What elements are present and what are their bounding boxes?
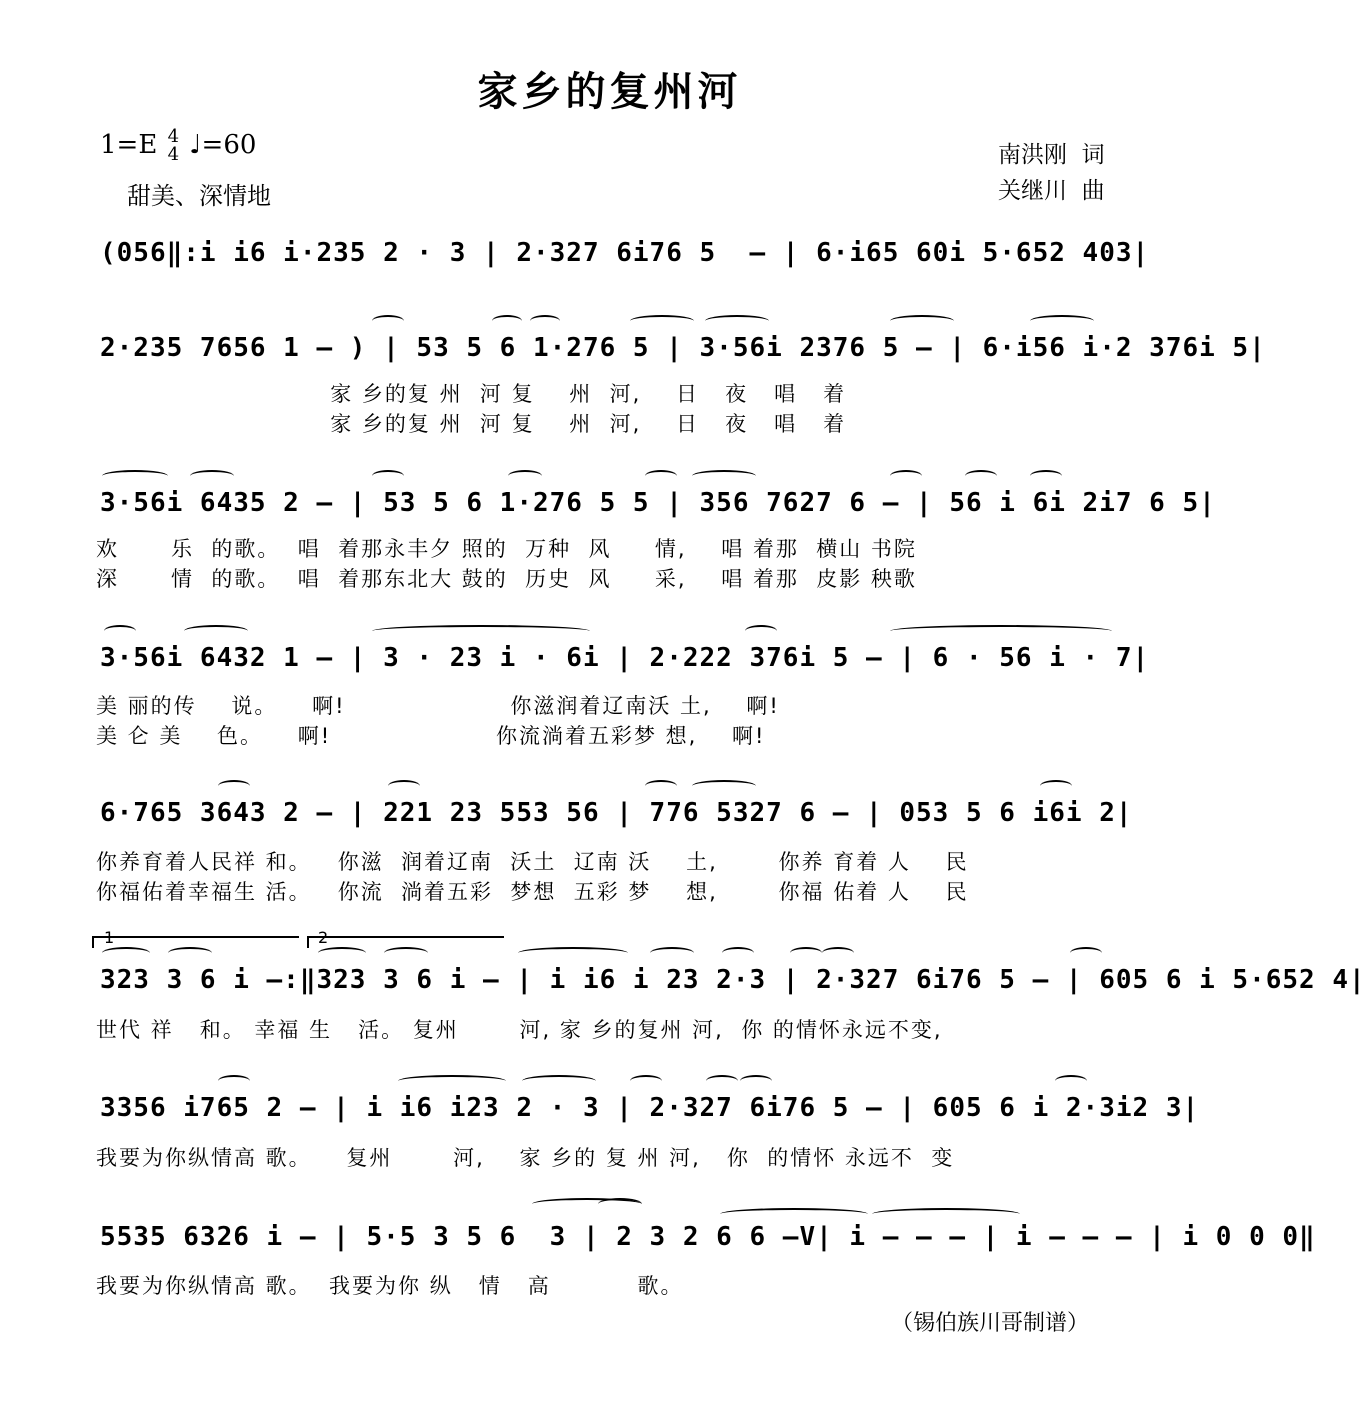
slur-arc: [218, 1075, 250, 1087]
slur-arc: [1055, 1075, 1087, 1087]
slur-arc: [650, 947, 694, 959]
tempo-mark: ♩=60: [189, 130, 257, 160]
slur-arc: [184, 625, 248, 637]
lyric-line: 家 乡的复 州 河 复 州 河, 日 夜 唱 着: [96, 412, 847, 436]
slur-arc: [630, 315, 694, 327]
song-title: 家乡的复州河: [477, 69, 742, 115]
slur-arc: [168, 947, 212, 959]
slur-arc: [706, 1075, 738, 1087]
notation-line: 3·56i 6432 1 — | 3 · 23 i · 6i | 2·222 376i 5 — | 6 · 56 i · 7|: [100, 643, 1150, 673]
slur-arc: [318, 947, 366, 959]
lyric-line: 我要为你纵情高 歌。 我要为你 纵 情 高 歌。: [96, 1274, 684, 1298]
composer: 关继川 曲: [998, 178, 1105, 204]
notation-line: 323 3 6 i —:‖323 3 6 i — | i i6 i 23 2·3 | 2·327 6i76 5 — | 605 6 i 5·652 4|: [100, 965, 1366, 995]
volta-number: 1: [104, 928, 115, 947]
slur-arc: [890, 625, 1112, 637]
lyricist: 南洪刚 词: [998, 142, 1105, 168]
slur-arc: [530, 315, 560, 327]
notation-line: 6·765 3643 2 — | 221 23 553 56 | 776 5327 6 — | 053 5 6 i6i 2|: [100, 798, 1133, 828]
time-bottom: 4: [167, 144, 180, 165]
slur-arc: [692, 780, 756, 792]
slur-arc: [645, 470, 677, 482]
slur-arc: [965, 470, 997, 482]
slur-arc: [508, 470, 542, 482]
lyric-line: 美 仑 美 色。 啊! 你流淌着五彩梦 想, 啊!: [96, 724, 766, 748]
slur-arc: [872, 1208, 1020, 1220]
notation-line: (056‖:i i6 i·235 2 · 3 | 2·327 6i76 5 — | 6·i65 60i 5·652 403|: [100, 238, 1150, 268]
slur-arc: [372, 470, 404, 482]
slur-arc: [218, 780, 250, 792]
notation-line: 5535 6326 i — | 5·5 3 5 6 3 | 2 3 2 6 6 —V| i — — — | i — — — | i 0 0 0‖: [100, 1222, 1316, 1252]
volta-number: 2: [318, 928, 329, 947]
time-top: 4: [167, 126, 180, 147]
slur-arc: [522, 1075, 596, 1087]
slur-arc: [630, 1075, 662, 1087]
slur-arc: [384, 947, 428, 959]
slur-arc: [372, 315, 404, 327]
slur-arc: [890, 470, 922, 482]
lyric-line: 你福佑着幸福生 活。 你流 淌着五彩 梦想 五彩 梦 想, 你福 佑着 人 民: [96, 880, 969, 904]
slur-arc: [102, 947, 150, 959]
expression-mark: 甜美、深情地: [127, 182, 271, 210]
lyric-line: 深 情 的歌。 唱 着那东北大 鼓的 历史 风 采, 唱 着那 皮影 秧歌: [96, 567, 917, 591]
slur-arc: [645, 780, 677, 792]
slur-arc: [822, 947, 854, 959]
slur-arc: [388, 780, 420, 792]
key-signature: 1=E: [100, 130, 158, 160]
slur-arc: [890, 315, 954, 327]
slur-arc: [1030, 315, 1094, 327]
slur-arc: [1040, 780, 1072, 792]
slur-arc: [372, 625, 590, 637]
slur-arc: [104, 625, 136, 637]
notation-line: 3·56i 6435 2 — | 53 5 6 1·276 5 5 | 356 7627 6 — | 56 i 6i 2i7 6 5|: [100, 488, 1216, 518]
slur-arc: [722, 947, 754, 959]
slur-arc: [720, 1208, 868, 1220]
lyric-line: 我要为你纵情高 歌。 复州 河, 家 乡的 复 州 河, 你 的情怀 永远不 变: [96, 1146, 955, 1170]
slur-arc: [692, 470, 756, 482]
notation-line: 2·235 7656 1 — ) | 53 5 6 1·276 5 | 3·56i 2376 5 — | 6·i56 i·2 376i 5|: [100, 333, 1266, 363]
lyric-line: 欢 乐 的歌。 唱 着那永丰夕 照的 万种 风 情, 唱 着那 横山 书院: [96, 537, 917, 561]
slur-arc: [492, 315, 522, 327]
slur-arc: [598, 1198, 642, 1210]
notation-line: 3356 i765 2 — | i i6 i23 2 · 3 | 2·327 6i76 5 — | 605 6 i 2·3i2 3|: [100, 1093, 1200, 1123]
key-tempo: [100, 128, 256, 164]
slur-arc: [1070, 947, 1102, 959]
lyric-line: 你养育着人民祥 和。 你滋 润着辽南 沃土 辽南 沃 土, 你养 育着 人 民: [96, 850, 969, 874]
lyric-line: 美 丽的传 说。 啊! 你滋润着辽南沃 土, 啊!: [96, 694, 780, 718]
slur-arc: [705, 315, 769, 327]
slur-arc: [190, 470, 234, 482]
slur-arc: [790, 947, 822, 959]
slur-arc: [398, 1075, 506, 1087]
slur-arc: [745, 625, 777, 637]
slur-arc: [102, 470, 168, 482]
slur-arc: [740, 1075, 772, 1087]
time-signature: [168, 128, 179, 164]
transcriber-credit: （锡伯族川哥制谱）: [890, 1311, 1089, 1336]
slur-arc: [1030, 470, 1062, 482]
slur-arc: [518, 947, 628, 959]
lyric-line: 世代 祥 和。 幸福 生 活。 复州 河, 家 乡的复州 河, 你 的情怀永远不变,: [96, 1018, 943, 1042]
lyric-line: 家 乡的复 州 河 复 州 河, 日 夜 唱 着: [96, 382, 847, 406]
